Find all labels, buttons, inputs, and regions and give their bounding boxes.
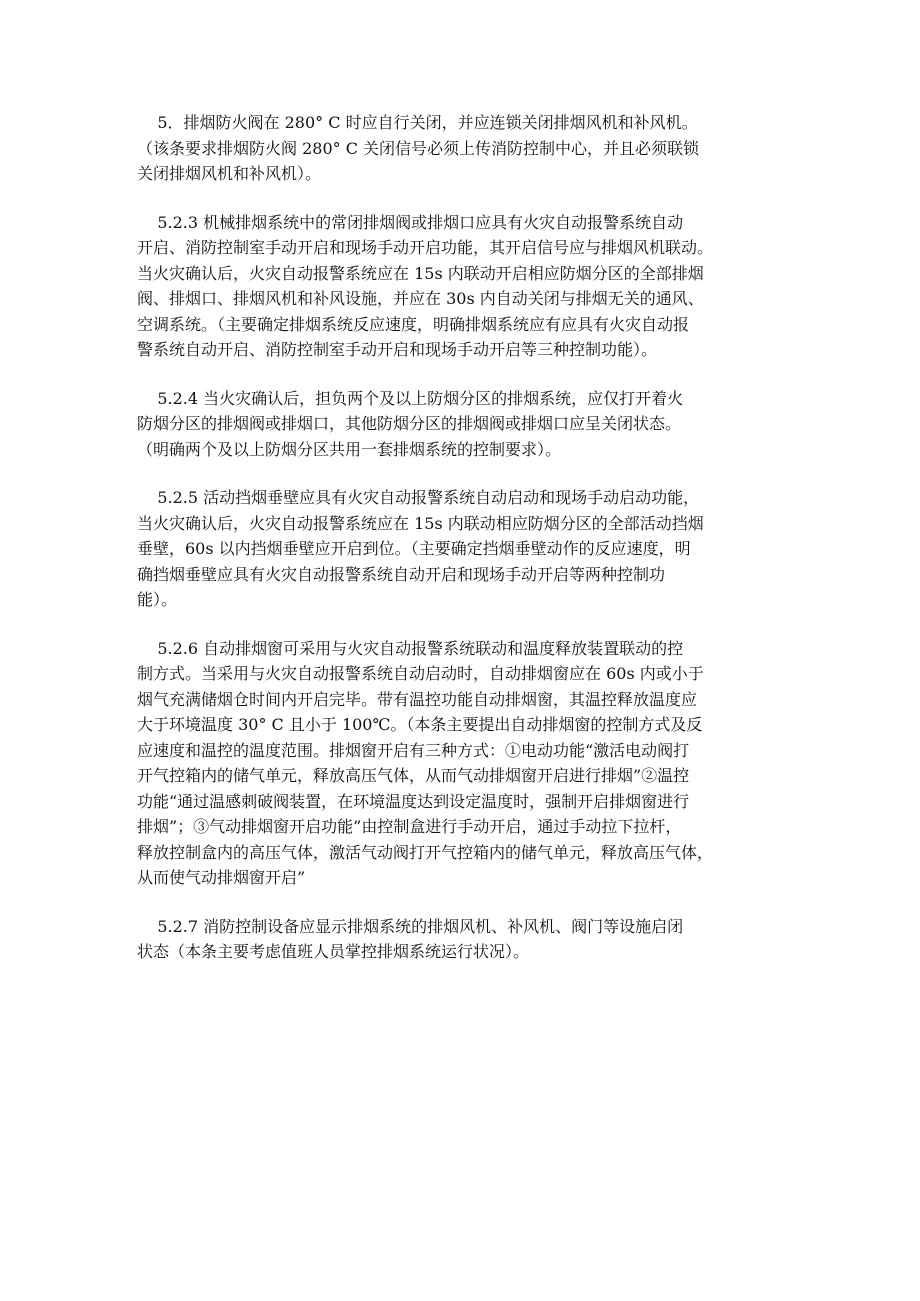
text-line: （明确两个及以上防烟分区共用一套排烟系统的控制要求）。: [137, 439, 562, 459]
text-line: 开气控箱内的储气单元，释放高压气体，从而气动排烟窗开启进行排烟”②温控: [137, 766, 690, 785]
text-line: 确挡烟垂壁应具有火灾自动报警系统自动开启和现场手动开启等两种控制功: [137, 564, 666, 584]
paragraph-5-2-7: [137, 914, 789, 965]
text-line: 烟气充满储烟仓时间内开启完毕。带有温控功能自动排烟窗，其温控释放温度应: [137, 689, 698, 709]
text-line: 功能“通过温感刺破阀装置，在环境温度达到设定温度时，强制开启排烟窗进行: [137, 791, 690, 811]
text-line: 阀、排烟口、排烟风机和补风设施，并应在 30s 内自动关闭与排烟无关的通风、: [137, 289, 704, 308]
text-line: 5.2.7 消防控制设备应显示排烟系统的排烟风机、补风机、阀门等设施启闭: [137, 916, 684, 936]
paragraph-5-2-6: [137, 636, 789, 891]
text-line: 大于环境温度 30° C 且小于 100℃。（本条主要提出自动排烟窗的控制方式及反: [137, 715, 703, 734]
text-line: 5.2.4 当火灾确认后，担负两个及以上防烟分区的排烟系统，应仅打开着火: [137, 388, 684, 408]
document-body: [137, 110, 789, 988]
text-line: （该条要求排烟防火阀 280° C 关闭信号必须上传消防控制中心，并且必须联锁: [137, 138, 700, 158]
text-line: 从而使气动排烟窗开启”: [137, 868, 306, 887]
paragraph-5-2-4: [137, 386, 789, 463]
text-line: 防烟分区的排烟阀或排烟口，其他防烟分区的排烟阀或排烟口应呈关闭状态。: [137, 414, 682, 433]
text-line: 能）。: [137, 590, 178, 609]
text-line: 排烟”；③气动排烟窗开启功能”由控制盒进行手动开启，通过手动拉下拉杆，: [137, 817, 682, 836]
text-line: 5.2.6 自动排烟窗可采用与火灾自动报警系统联动和温度释放装置联动的控: [137, 638, 684, 658]
paragraph-smoke-damper-280: [137, 110, 789, 187]
text-line: 关闭排烟风机和补风机）。: [137, 164, 322, 183]
text-line: 垂壁，60s 以内挡烟垂壁应开启到位。（主要确定挡烟垂壁动作的反应速度，明: [137, 539, 691, 558]
text-line: 警系统自动开启、消防控制室手动开启和现场手动开启等三种控制功能）。: [137, 340, 658, 359]
text-line: 状态（本条主要考虑值班人员掌控排烟系统运行状况）。: [137, 942, 530, 961]
text-line: 空调系统。（主要确定排烟系统反应速度，明确排烟系统应有应具有火灾自动报: [137, 314, 690, 334]
text-line: 制方式。当采用与火灾自动报警系统自动启动时，自动排烟窗应在 60s 内或小于: [137, 664, 704, 683]
paragraph-5-2-3: [137, 210, 789, 363]
text-line: 5．排烟防火阀在 280° C 时应自行关闭，并应连锁关闭排烟风机和补风机。: [137, 113, 698, 132]
text-line: 当火灾确认后，火灾自动报警系统应在 15s 内联动开启相应防烟分区的全部排烟: [137, 263, 704, 283]
text-line: 5.2.3 机械排烟系统中的常闭排烟阀或排烟口应具有火灾自动报警系统自动: [137, 212, 684, 232]
paragraph-5-2-5: [137, 485, 789, 613]
text-line: 释放控制盒内的高压气体，激活气动阀打开气控箱内的储气单元，释放高压气体，: [137, 842, 714, 862]
text-line: 应速度和温控的温度范围。排烟窗开启有三种方式：①电动功能“激活电动阀打: [137, 740, 690, 760]
text-line: 5.2.5 活动挡烟垂壁应具有火灾自动报警系统自动启动和现场手动启动功能，: [137, 488, 700, 507]
text-line: 开启、消防控制室手动开启和现场手动开启功能，其开启信号应与排烟风机联动。: [137, 238, 714, 257]
text-line: 当火灾确认后，火灾自动报警系统应在 15s 内联动相应防烟分区的全部活动挡烟: [137, 513, 704, 533]
